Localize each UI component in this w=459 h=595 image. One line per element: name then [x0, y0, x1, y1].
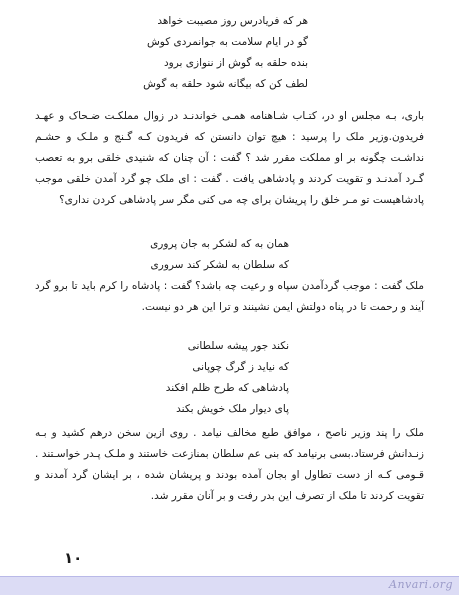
verse-line: بنده حلقه به گوش از ننوازی برود	[163, 57, 308, 69]
verse-line: پای دیوار ملک خویش بکند	[176, 403, 289, 415]
paragraph-text: باری، بـه مجلس او در، کتـاب شـاهنامه همـی خواندنـد در زوال مملکـت ضـحاک و عهـد فریدون.وزیر ملک را پرسید : هیچ توان دانستن که فریدون کـه گـنج و ملـک و حشـم نداشـت چگونه بر او مملکت مقرر شد ؟ گفت : آن چنان که شنیدی خلقی برو به تعصب گـرد آمدنـد و تقویت کردند و پادشاهی یافت . گفت : ای ملک چو گرد آمدن خلقی موجب پادشاهیست تو مـر خلق را پریشان برای چه می کنی مگر سر پادشاهی کردن نداری؟	[35, 110, 424, 206]
verse-line: همان به که لشکر به جان پروری	[150, 238, 289, 250]
poem-block-1	[143, 11, 308, 95]
paragraph-text: ملک را پند وزیر ناصح ، موافق طبع مخالف نیامد . روی ازین سخن درهم کشید و بـه زنـدانش فرستاد.بسی برنیامد که بنی عم سلطان بمنازعت خاستند و ملـک پـدر خواسـتند . قـومی کـه از دست تطاول او بجان آمده بودند و پریشان شده ، بر ایشان گرد آمدند و تقویت کردند تا ملک از تصرف این بدر رفت و بر آنان مقرر شد.	[35, 427, 424, 502]
verse-line: لطف کن که بیگانه شود حلقه به گوش	[143, 78, 308, 90]
verse-line: که سلطان به لشکر کند سروری	[150, 259, 289, 271]
paragraph-text: ملک گفت : موجب گردآمدن سپاه و رعیت چه باشد؟ گفت : پادشاه را کرم باید تا برو گرد آیند و رحمت تا در پناه دولتش ایمن نشینند و ترا این هر دو نیست.	[35, 280, 424, 313]
paragraph-1	[35, 106, 424, 211]
verse-line: گو در ایام سلامت به جوانمردی کوش	[146, 36, 308, 48]
paragraph-3	[35, 423, 424, 507]
watermark-logo: Anvari.org	[389, 578, 453, 591]
poem-block-2	[150, 234, 289, 276]
verse-line: نکند جور پیشه سلطانی	[187, 340, 289, 352]
verse-line: که نیاید ز گرگ چوپانی	[192, 361, 289, 373]
verse-line: هر که فریادرس روز مصیبت خواهد	[157, 15, 308, 27]
poem-block-3	[166, 336, 289, 420]
page-number: ۱۰	[64, 549, 83, 567]
paragraph-2	[35, 276, 424, 318]
verse-line: پادشاهی که طرح ظلم افکند	[165, 382, 289, 394]
